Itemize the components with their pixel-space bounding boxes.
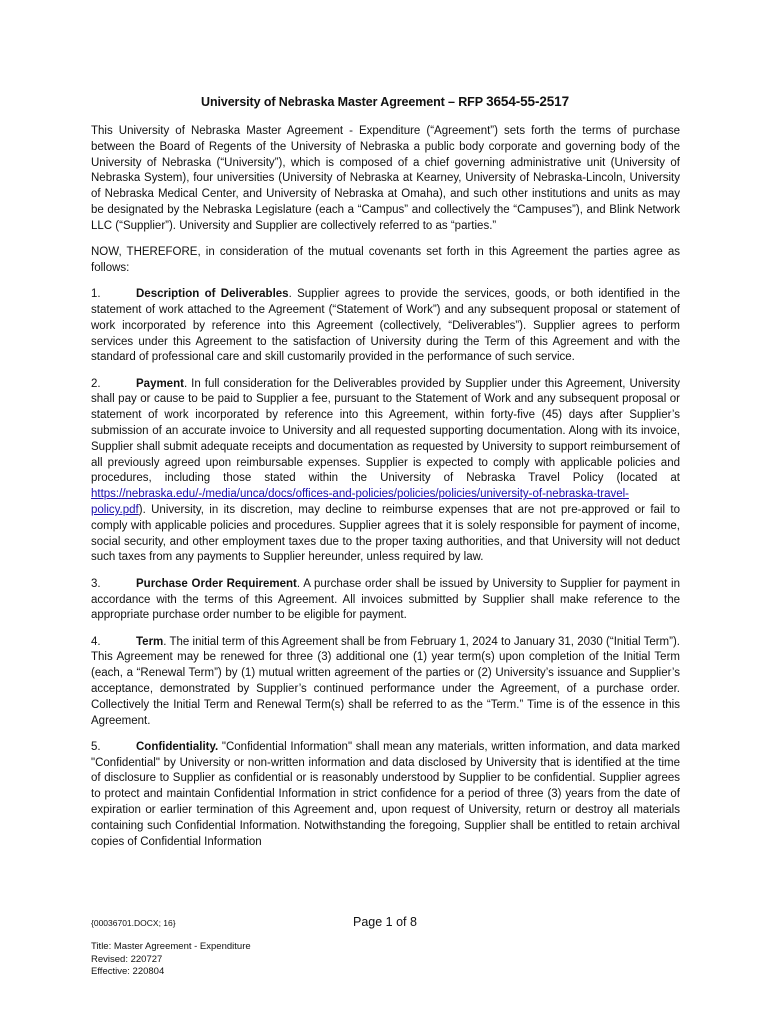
section-term bbox=[91, 635, 680, 730]
document-metadata bbox=[91, 941, 251, 979]
section-confidentiality bbox=[91, 740, 680, 851]
section-text: "Confidential Information" shall mean any materials, written information, and data marked "Confidential" by University or non-written information and data disclosed by University that is identified at the time of disclosure to Supplier as confidential or is reasonably understood by Supplier to be confidential. Supplier agrees to protect and maintain Confidential Information in strict confidence for a period of three (3) years from the date of expiration or earlier termination of this Agreement and, upon request of University, return or destroy all materials containing such Confidential Information. Notwithstanding the foregoing, Supplier shall be entitled to retain archival copies of Confidential Information bbox=[91, 740, 680, 848]
travel-policy-link[interactable]: https://nebraska.edu/-/media/unca/docs/offices-and-policies/policies/policies/university-of-nebraska-travel-policy.pdf bbox=[91, 488, 629, 517]
section-text: . Supplier agrees to provide the services, goods, or both identified in the statement of work attached to the Agreement (“Statement of Work”) and any subsequent proposal or statement of work incorporated by reference into this Agreement (collectively, “Deliverables”). Supplier agrees to perform services under this Agreement to the satisfaction of University during the Term of this Agreement and with the standard of professional care and skill customarily provided in the performance of such service. bbox=[91, 288, 680, 364]
metadata-title: Title: Master Agreement - Expenditure bbox=[91, 941, 251, 952]
rfp-number: 3654-55-2517 bbox=[486, 94, 569, 109]
title-prefix: University of Nebraska Master Agreement – RFP bbox=[201, 95, 483, 109]
section-text: . In full consideration for the Deliverables provided by Supplier under this Agreement, University shall pay or cause to be paid to Supplier a fee, pursuant to the Statement of Work and any subsequent proposal or statement of work incorporated by reference into this Agreement, within forty-five (45) days after Supplier’s submission of an accurate invoice to University and all requested supporting documentation. Along with its invoice, Supplier shall submit adequate receipts and documentation as requested by University to support reimbursement of all previously agreed upon reimbursable expenses. Supplier is expected to comply with applicable policies and procedures, including those stated within the University of Nebraska Travel Policy (located at bbox=[91, 377, 680, 485]
section-text-after-link: ). University, in its discretion, may decline to reimburse expenses that are not pre-approved or fail to comply with applicable policies and procedures. Supplier agrees that it is solely responsible for payment of income, social security, and other employment taxes due to the proper taxing authorities, and that University will not deduct such taxes from any payments to Supplier hereunder, unless required by law. bbox=[91, 504, 680, 564]
metadata-effective: Effective: 220804 bbox=[91, 966, 165, 977]
section-text: . A purchase order shall be issued by University to Supplier for payment in accordance with the terms of this Agreement. All invoices submitted by Supplier shall make reference to the appropriate purchase order number to be eligible for payment. bbox=[91, 577, 680, 622]
intro-paragraph: This University of Nebraska Master Agreement - Expenditure (“Agreement”) sets forth the terms of purchase between the Board of Regents of the University of Nebraska a public body corporate and governing body of the University of Nebraska (“University”), which is composed of a chief governing administrative unit (University of Nebraska System), four universities (University of Nebraska at Kearney, University of Nebraska-Lincoln, University of Nebraska Medical Center, and University of Nebraska at Omaha), and such other institutions and units as may be designated by the Nebraska Legislature (each a “Campus” and collectively the “Campuses”), and Blink Network LLC (“Supplier”). University and Supplier are collectively referred to as “parties.” bbox=[91, 125, 680, 232]
document-body bbox=[91, 124, 680, 861]
section-text: . The initial term of this Agreement shall be from February 1, 2024 to January 31, 2030 (“Initial Term”). This Agreement may be renewed for three (3) additional one (1) year term(s) upon completion of the Initial Term (each, a “Renewal Term”) by (1) mutual written agreement of the parties or (2) University’s issuance and Supplier’s acceptance, demonstrated by Supplier’s continued performance under the Agreement, of a purchase order. Collectively the Initial Term and Renewal Term(s) shall be referred to as the “Term.” Time is of the essence in this Agreement. bbox=[91, 635, 680, 727]
section-heading: Term bbox=[136, 635, 164, 648]
document-reference: {00036701.DOCX; 16} bbox=[91, 918, 176, 928]
section-deliverables bbox=[91, 287, 680, 366]
metadata-revised: Revised: 220727 bbox=[91, 953, 163, 965]
section-payment bbox=[91, 377, 680, 567]
page-number: Page 1 of 8 bbox=[353, 915, 417, 929]
section-heading: Purchase Order Requirement bbox=[136, 577, 297, 590]
section-heading: Confidentiality. bbox=[136, 740, 219, 753]
section-number: 1. bbox=[91, 288, 101, 301]
section-heading: Description of Deliverables bbox=[136, 288, 289, 301]
section-number: 3. bbox=[91, 577, 101, 590]
section-number: 4. bbox=[91, 635, 101, 648]
section-purchase-order bbox=[91, 577, 680, 624]
section-number: 2. bbox=[91, 377, 101, 390]
section-number: 5. bbox=[91, 740, 101, 753]
section-heading: Payment bbox=[136, 377, 184, 390]
now-therefore-paragraph: NOW, THEREFORE, in consideration of the mutual covenants set forth in this Agreement the parties agree as follows: bbox=[91, 246, 680, 274]
document-title bbox=[0, 94, 770, 109]
